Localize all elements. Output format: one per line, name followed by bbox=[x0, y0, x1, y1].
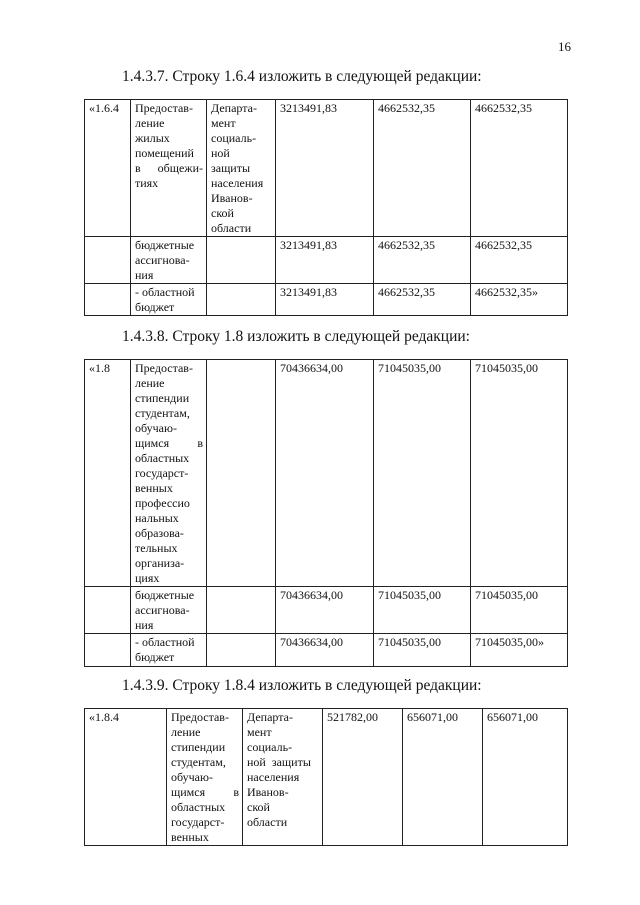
row-code: «1.8.4 bbox=[85, 709, 167, 846]
row-value-1: 70436634,00 bbox=[276, 634, 374, 667]
row-value-3: 71045035,00 bbox=[471, 587, 568, 634]
section-heading: 1.4.3.8. Строку 1.8 изложить в следующей редакции: bbox=[122, 328, 470, 345]
row-value-1: 521782,00 bbox=[323, 709, 403, 846]
budget-table-1-8 bbox=[84, 359, 568, 667]
table-row bbox=[85, 360, 568, 587]
row-executor: Департа- мент социаль- ной защиты населения Иванов- ской области bbox=[207, 100, 276, 237]
page-number: 16 bbox=[558, 39, 571, 54]
row-executor bbox=[207, 634, 276, 667]
row-code: «1.6.4 bbox=[85, 100, 131, 237]
budget-table-1-8-4 bbox=[84, 708, 568, 846]
row-name-text: Предостав- ление жилых помещений bbox=[135, 101, 194, 160]
table-row bbox=[85, 634, 568, 667]
row-value-3: 71045035,00» bbox=[471, 634, 568, 667]
row-executor: Департа- мент социаль- ной защиты населения Иванов- ской области bbox=[243, 709, 323, 846]
row-value-3: 4662532,35» bbox=[471, 284, 568, 316]
row-name: бюджетные ассигнова- ния bbox=[131, 587, 207, 634]
row-name-text: Предостав- ление стипендии студентам, обучаю- bbox=[171, 710, 229, 784]
row-value-3: 4662532,35 bbox=[471, 100, 568, 237]
row-name-justified bbox=[171, 785, 239, 800]
row-name-tail: областных государст- венных bbox=[171, 800, 226, 844]
row-value-3: 71045035,00 bbox=[471, 360, 568, 587]
row-executor bbox=[207, 284, 276, 316]
row-name bbox=[167, 709, 243, 846]
row-value-2: 656071,00 bbox=[403, 709, 483, 846]
row-name-tail: областных государст- венных профессио нальных образова- тельных организа- циях bbox=[135, 451, 190, 585]
table-row bbox=[85, 587, 568, 634]
row-name-word: в bbox=[233, 785, 239, 799]
row-executor bbox=[207, 237, 276, 284]
row-name: - областной бюджет bbox=[131, 634, 207, 667]
row-name-word: общежи- bbox=[157, 161, 203, 175]
row-value-1: 70436634,00 bbox=[276, 360, 374, 587]
row-value-2: 4662532,35 bbox=[374, 284, 471, 316]
row-value-1: 3213491,83 bbox=[276, 284, 374, 316]
row-code bbox=[85, 634, 131, 667]
row-executor bbox=[207, 360, 276, 587]
row-name: - областной бюджет bbox=[131, 284, 207, 316]
row-name-text: Предостав- ление стипендии студентам, обучаю- bbox=[135, 361, 193, 435]
section-heading: 1.4.3.9. Строку 1.8.4 изложить в следующей редакции: bbox=[122, 677, 482, 694]
row-name-tail: тиях bbox=[135, 176, 159, 190]
row-name bbox=[131, 360, 207, 587]
row-value-2: 4662532,35 bbox=[374, 237, 471, 284]
row-executor bbox=[207, 587, 276, 634]
row-value-1: 70436634,00 bbox=[276, 587, 374, 634]
row-code bbox=[85, 587, 131, 634]
row-code bbox=[85, 237, 131, 284]
row-value-1: 3213491,83 bbox=[276, 100, 374, 237]
row-code bbox=[85, 284, 131, 316]
table-row bbox=[85, 100, 568, 237]
row-name: бюджетные ассигнова- ния bbox=[131, 237, 207, 284]
row-value-1: 3213491,83 bbox=[276, 237, 374, 284]
row-value-3: 656071,00 bbox=[483, 709, 568, 846]
row-code: «1.8 bbox=[85, 360, 131, 587]
row-name-word: в bbox=[197, 436, 203, 450]
row-value-2: 71045035,00 bbox=[374, 587, 471, 634]
row-name bbox=[131, 100, 207, 237]
table-row bbox=[85, 709, 568, 846]
budget-table-1-6-4 bbox=[84, 99, 568, 316]
table-row bbox=[85, 237, 568, 284]
row-name-word: щимся bbox=[135, 436, 170, 450]
row-name-word: в bbox=[135, 161, 141, 175]
section-heading: 1.4.3.7. Строку 1.6.4 изложить в следующей редакции: bbox=[122, 68, 482, 85]
table-row bbox=[85, 284, 568, 316]
row-name-justified bbox=[135, 161, 203, 176]
row-value-2: 71045035,00 bbox=[374, 634, 471, 667]
row-name-justified bbox=[135, 436, 203, 451]
row-name-word: щимся bbox=[171, 785, 206, 799]
row-value-2: 4662532,35 bbox=[374, 100, 471, 237]
row-value-2: 71045035,00 bbox=[374, 360, 471, 587]
row-value-3: 4662532,35 bbox=[471, 237, 568, 284]
